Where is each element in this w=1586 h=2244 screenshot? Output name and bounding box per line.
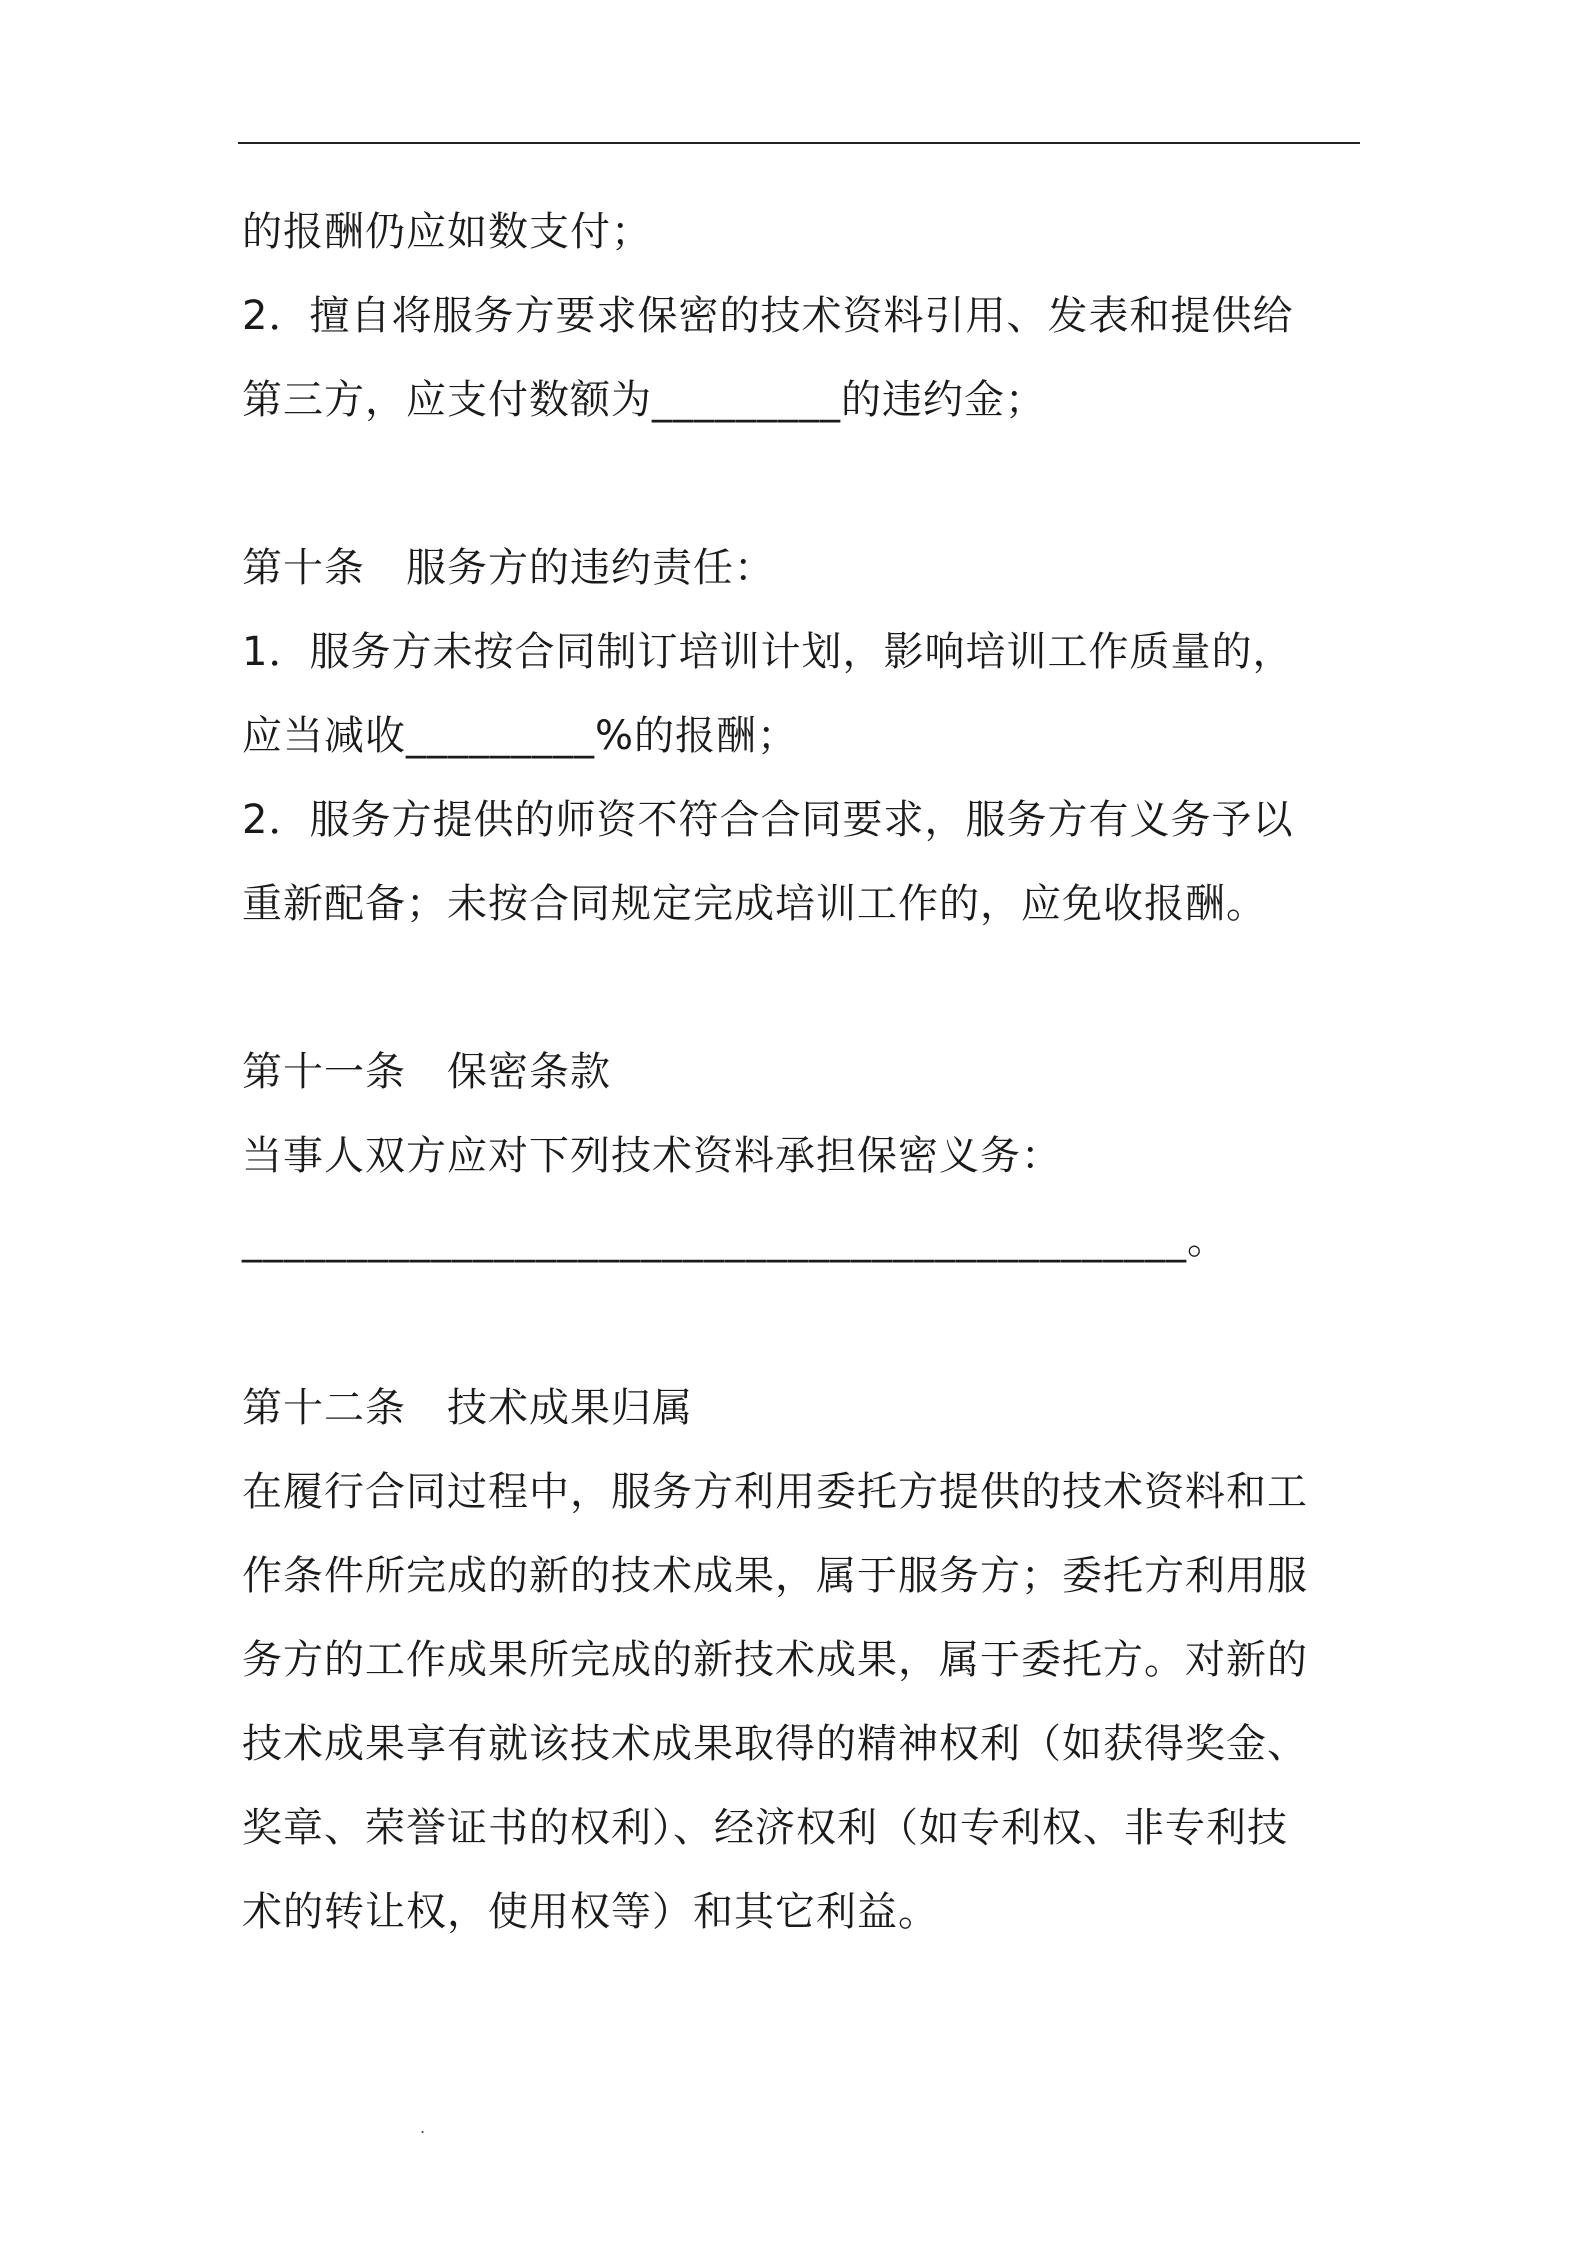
text-line: 重新配备；未按合同规定完成培训工作的，应免收报酬。 [242,881,1267,927]
blank-line: _____________________________________________。 [242,1217,1228,1263]
footer-mark: . [420,2118,426,2137]
paragraph-gap [242,442,1372,526]
text-line: 的报酬仍应如数支付； [242,209,652,255]
text-line: 奖章、荣誉证书的权利）、经济权利（如专利权、非专利技 [242,1805,1288,1851]
text-line: 在履行合同过程中，服务方利用委托方提供的技术资料和工 [242,1469,1308,1515]
article-11-title: 第十一条 保密条款 [242,1049,611,1095]
text-line: 技术成果享有就该技术成果取得的精神权利（如获得奖金、 [242,1721,1308,1767]
text-line: 2．擅自将服务方要求保密的技术资料引用、发表和提供给 [242,293,1294,339]
text-line: 务方的工作成果所完成的新技术成果，属于委托方。对新的 [242,1637,1308,1683]
header-rule [238,142,1360,144]
text-line: 当事人双方应对下列技术资料承担保密义务： [242,1133,1062,1179]
text-line: 第三方，应支付数额为_________的违约金； [242,377,1046,423]
text-line: 应当减收_________%的报酬； [242,713,799,759]
text-line: 1．服务方未按合同制订培训计划，影响培训工作质量的， [242,629,1294,675]
paragraph-gap [242,1282,1372,1366]
paragraph-gap [242,946,1372,1030]
text-line: 术的转让权，使用权等）和其它利益。 [242,1889,939,1935]
text-line: 2．服务方提供的师资不符合合同要求，服务方有义务予以 [242,797,1294,843]
text-line: 作条件所完成的新的技术成果，属于服务方；委托方利用服 [242,1553,1308,1599]
article-10-title: 第十条 服务方的违约责任： [242,545,775,591]
document-body [242,190,1372,1954]
article-12-title: 第十二条 技术成果归属 [242,1385,693,1431]
